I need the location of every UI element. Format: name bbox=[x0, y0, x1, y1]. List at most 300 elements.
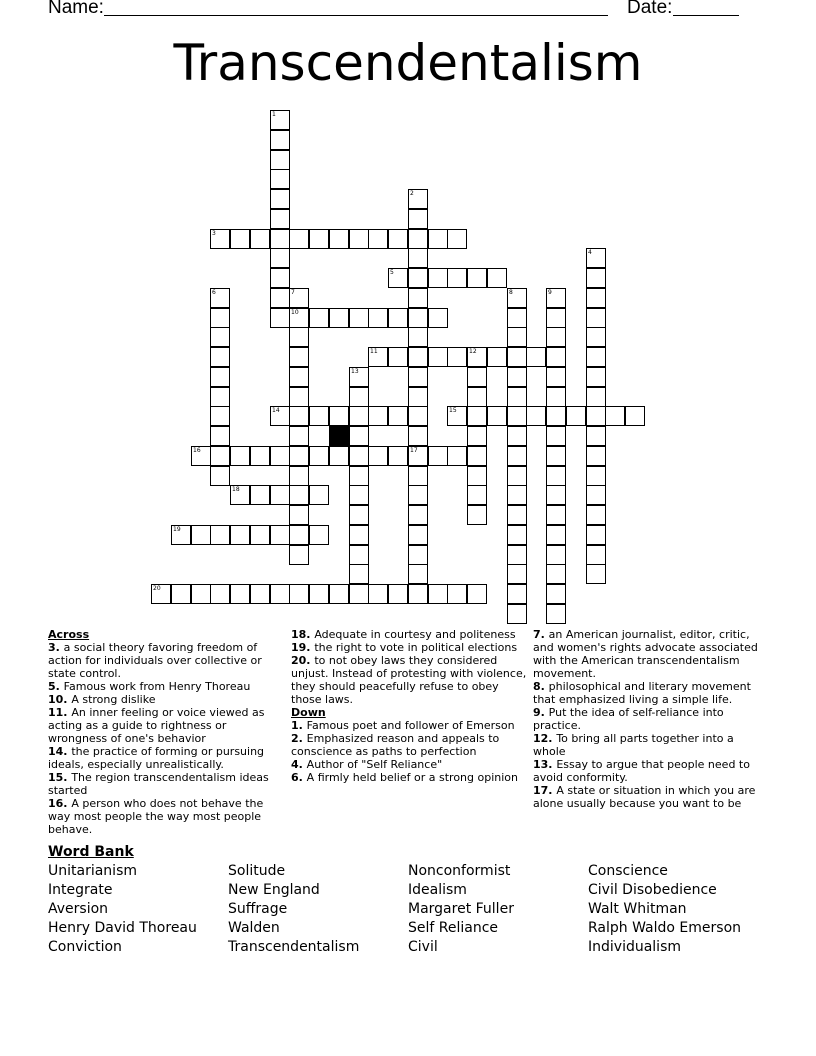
grid-cell[interactable] bbox=[467, 406, 487, 426]
grid-cell[interactable] bbox=[210, 229, 230, 249]
grid-cell[interactable] bbox=[270, 169, 290, 189]
word-bank-title: Word Bank bbox=[48, 844, 134, 860]
grid-cell[interactable] bbox=[428, 446, 448, 466]
across-heading: Across bbox=[48, 628, 90, 641]
grid-cell[interactable] bbox=[546, 446, 566, 466]
grid-cell[interactable] bbox=[289, 347, 309, 367]
grid-cell[interactable] bbox=[408, 545, 428, 565]
grid-cell[interactable] bbox=[507, 347, 527, 367]
clue-text: A strong dislike bbox=[71, 693, 156, 706]
grid-cell[interactable] bbox=[250, 525, 270, 545]
grid-cell[interactable] bbox=[408, 564, 428, 584]
grid-cell[interactable] bbox=[507, 564, 527, 584]
grid-cell[interactable] bbox=[428, 268, 448, 288]
word-bank-item: Suffrage bbox=[228, 901, 288, 917]
clue-text: an American journalist, editor, critic, and women's rights advocate associated with the American transcendentalism movement. bbox=[533, 628, 758, 680]
grid-cell[interactable] bbox=[546, 584, 566, 604]
name-label: Name: bbox=[48, 0, 104, 18]
grid-cell[interactable] bbox=[329, 229, 349, 249]
word-bank-item: Civil Disobedience bbox=[588, 882, 717, 898]
clue-number: 11. bbox=[48, 706, 72, 719]
grid-cell[interactable] bbox=[210, 367, 230, 387]
grid-cell[interactable] bbox=[210, 466, 230, 486]
clue-number: 4. bbox=[291, 758, 307, 771]
grid-cell[interactable] bbox=[625, 406, 645, 426]
word-bank-item: Civil bbox=[408, 939, 438, 955]
clue-number: 5. bbox=[48, 680, 64, 693]
grid-cell[interactable] bbox=[447, 268, 467, 288]
grid-cell[interactable] bbox=[546, 564, 566, 584]
grid-cell[interactable] bbox=[586, 446, 606, 466]
clue-text: to not obey laws they considered unjust. Instead of protesting with violence, they should peacefully refuse to obey those laws. bbox=[291, 654, 527, 706]
grid-cell[interactable] bbox=[408, 525, 428, 545]
clue-item bbox=[48, 680, 270, 693]
grid-cell[interactable] bbox=[586, 308, 606, 328]
grid-cell[interactable] bbox=[270, 209, 290, 229]
clue-item bbox=[48, 771, 270, 797]
grid-cell[interactable] bbox=[230, 584, 250, 604]
down-heading: Down bbox=[291, 706, 326, 719]
grid-cell[interactable] bbox=[546, 327, 566, 347]
grid-cell[interactable] bbox=[388, 347, 408, 367]
grid-cell[interactable] bbox=[507, 485, 527, 505]
grid-cell[interactable] bbox=[586, 545, 606, 565]
grid-cell[interactable] bbox=[546, 308, 566, 328]
grid-cell[interactable] bbox=[507, 525, 527, 545]
grid-cell[interactable] bbox=[388, 446, 408, 466]
clue-item bbox=[533, 758, 761, 784]
grid-cell[interactable] bbox=[210, 446, 230, 466]
clue-number: 9. bbox=[533, 706, 549, 719]
grid-cell[interactable] bbox=[349, 466, 369, 486]
word-bank-item: Integrate bbox=[48, 882, 113, 898]
clue-item bbox=[291, 628, 527, 641]
grid-cell[interactable] bbox=[309, 308, 329, 328]
grid-cell[interactable] bbox=[487, 268, 507, 288]
grid-cell[interactable] bbox=[487, 347, 507, 367]
grid-cell[interactable] bbox=[408, 466, 428, 486]
grid-cell[interactable] bbox=[309, 525, 329, 545]
grid-cell[interactable] bbox=[309, 446, 329, 466]
word-bank-item: Nonconformist bbox=[408, 863, 511, 879]
grid-cell[interactable] bbox=[191, 446, 211, 466]
word-bank-item: Henry David Thoreau bbox=[48, 920, 197, 936]
grid-cell[interactable] bbox=[368, 347, 388, 367]
grid-cell[interactable] bbox=[270, 288, 290, 308]
grid-cell[interactable] bbox=[171, 525, 191, 545]
grid-cell[interactable] bbox=[270, 248, 290, 268]
grid-cell[interactable] bbox=[546, 406, 566, 426]
grid-cell[interactable] bbox=[289, 466, 309, 486]
grid-cell[interactable] bbox=[388, 406, 408, 426]
word-bank-item: Conviction bbox=[48, 939, 122, 955]
grid-cell[interactable] bbox=[546, 426, 566, 446]
grid-cell[interactable] bbox=[467, 446, 487, 466]
grid-cell[interactable] bbox=[309, 406, 329, 426]
grid-cell[interactable] bbox=[388, 584, 408, 604]
grid-cell[interactable] bbox=[270, 268, 290, 288]
grid-cell[interactable] bbox=[270, 308, 290, 328]
clue-number: 19. bbox=[291, 641, 315, 654]
word-bank-item: Solitude bbox=[228, 863, 286, 879]
clue-text: Put the idea of self-reliance into practice. bbox=[533, 706, 724, 732]
grid-cell[interactable] bbox=[349, 564, 369, 584]
clue-number: 8. bbox=[533, 680, 549, 693]
grid-cell[interactable] bbox=[191, 584, 211, 604]
grid-cell[interactable] bbox=[368, 229, 388, 249]
grid-cell[interactable] bbox=[467, 387, 487, 407]
grid-cell[interactable] bbox=[289, 426, 309, 446]
clue-item bbox=[533, 680, 761, 706]
grid-cell[interactable] bbox=[349, 308, 369, 328]
grid-cell[interactable] bbox=[289, 229, 309, 249]
grid-cell[interactable] bbox=[270, 584, 290, 604]
clue-number: 3. bbox=[48, 641, 64, 654]
grid-cell[interactable] bbox=[408, 505, 428, 525]
clue-item bbox=[533, 628, 761, 680]
grid-cell[interactable] bbox=[349, 525, 369, 545]
clue-item bbox=[291, 771, 527, 784]
grid-cell[interactable] bbox=[230, 485, 250, 505]
clues-column-2 bbox=[291, 628, 527, 784]
grid-cell[interactable] bbox=[408, 446, 428, 466]
clue-number: 7. bbox=[533, 628, 549, 641]
grid-cell[interactable] bbox=[586, 505, 606, 525]
grid-cell[interactable] bbox=[270, 446, 290, 466]
grid-cell[interactable] bbox=[349, 406, 369, 426]
grid-cell[interactable] bbox=[546, 545, 566, 565]
grid-cell[interactable] bbox=[487, 406, 507, 426]
grid-cell[interactable] bbox=[586, 288, 606, 308]
clue-number: 16. bbox=[48, 797, 72, 810]
grid-cell[interactable] bbox=[250, 584, 270, 604]
clue-number: 17. bbox=[533, 784, 557, 797]
grid-cell[interactable] bbox=[428, 584, 448, 604]
grid-cell[interactable] bbox=[408, 485, 428, 505]
grid-cell[interactable] bbox=[270, 150, 290, 170]
clue-item bbox=[48, 693, 270, 706]
grid-cell[interactable] bbox=[210, 525, 230, 545]
grid-cell[interactable] bbox=[586, 347, 606, 367]
grid-cell[interactable] bbox=[546, 288, 566, 308]
clue-item bbox=[291, 641, 527, 654]
grid-cell[interactable] bbox=[329, 446, 349, 466]
grid-cell[interactable] bbox=[309, 584, 329, 604]
grid-cell[interactable] bbox=[467, 584, 487, 604]
grid-cell[interactable] bbox=[408, 288, 428, 308]
clue-text: A state or situation in which you are alone usually because you want to be bbox=[533, 784, 756, 810]
clue-text: To bring all parts together into a whole bbox=[533, 732, 734, 758]
word-bank-item: Ralph Waldo Emerson bbox=[588, 920, 742, 936]
date-label: Date: bbox=[627, 0, 673, 18]
clue-number: 6 bbox=[212, 289, 216, 296]
grid-cell[interactable] bbox=[368, 446, 388, 466]
grid-cell[interactable] bbox=[586, 466, 606, 486]
grid-cell[interactable] bbox=[368, 308, 388, 328]
grid-cell[interactable] bbox=[546, 525, 566, 545]
grid-cell[interactable] bbox=[230, 446, 250, 466]
grid-cell[interactable] bbox=[507, 387, 527, 407]
grid-cell[interactable] bbox=[270, 406, 290, 426]
word-bank-item: Transcendentalism bbox=[228, 939, 360, 955]
word-bank-item: Aversion bbox=[48, 901, 109, 917]
clue-number: 18 bbox=[232, 486, 240, 493]
grid-cell[interactable] bbox=[546, 485, 566, 505]
clue-text: a social theory favoring freedom of action for individuals over collective or state control. bbox=[48, 641, 262, 680]
grid-cell[interactable] bbox=[586, 367, 606, 387]
grid-cell[interactable] bbox=[507, 308, 527, 328]
clue-number: 14 bbox=[272, 407, 280, 414]
clue-number: 3 bbox=[212, 230, 216, 237]
clue-text: Famous poet and follower of Emerson bbox=[306, 719, 515, 732]
grid-cell[interactable] bbox=[546, 604, 566, 624]
grid-cell[interactable] bbox=[428, 308, 448, 328]
clue-number: 6. bbox=[291, 771, 307, 784]
grid-cell[interactable] bbox=[467, 367, 487, 387]
grid-cell[interactable] bbox=[289, 545, 309, 565]
grid-cell[interactable] bbox=[586, 327, 606, 347]
grid-cell[interactable] bbox=[349, 229, 369, 249]
clue-number: 17 bbox=[410, 447, 418, 454]
grid-cell[interactable] bbox=[586, 426, 606, 446]
grid-cell[interactable] bbox=[289, 288, 309, 308]
grid-cell[interactable] bbox=[151, 584, 171, 604]
clue-item bbox=[291, 654, 527, 706]
clue-item bbox=[48, 797, 270, 836]
grid-cell[interactable] bbox=[250, 229, 270, 249]
grid-cell[interactable] bbox=[408, 406, 428, 426]
grid-cell[interactable] bbox=[605, 406, 625, 426]
clue-number: 18. bbox=[291, 628, 315, 641]
grid-cell[interactable] bbox=[507, 446, 527, 466]
grid-cell[interactable] bbox=[210, 347, 230, 367]
grid-cell[interactable] bbox=[349, 387, 369, 407]
grid-cell[interactable] bbox=[368, 584, 388, 604]
grid-cell[interactable] bbox=[349, 584, 369, 604]
grid-cell[interactable] bbox=[270, 130, 290, 150]
clue-text: Author of "Self Reliance" bbox=[306, 758, 443, 771]
clue-number: 20 bbox=[153, 585, 161, 592]
grid-cell[interactable] bbox=[526, 347, 546, 367]
grid-cell[interactable] bbox=[210, 308, 230, 328]
grid-cell[interactable] bbox=[368, 406, 388, 426]
clue-number: 9 bbox=[548, 289, 552, 296]
grid-cell[interactable] bbox=[507, 288, 527, 308]
clue-number: 20. bbox=[291, 654, 315, 667]
clue-number: 13 bbox=[351, 368, 359, 375]
grid-cell[interactable] bbox=[507, 604, 527, 624]
grid-cell[interactable] bbox=[546, 387, 566, 407]
grid-cell[interactable] bbox=[388, 268, 408, 288]
grid-cell[interactable] bbox=[586, 248, 606, 268]
grid-cell[interactable] bbox=[526, 406, 546, 426]
clue-number: 15 bbox=[449, 407, 457, 414]
clue-number: 13. bbox=[533, 758, 557, 771]
grid-cell[interactable] bbox=[289, 525, 309, 545]
grid-cell[interactable] bbox=[408, 308, 428, 328]
word-bank-item: Self Reliance bbox=[408, 920, 499, 936]
grid-cell[interactable] bbox=[289, 584, 309, 604]
grid-cell[interactable] bbox=[507, 327, 527, 347]
grid-cell[interactable] bbox=[408, 367, 428, 387]
grid-cell[interactable] bbox=[289, 446, 309, 466]
grid-cell[interactable] bbox=[289, 308, 309, 328]
clue-number: 12. bbox=[533, 732, 557, 745]
grid-cell[interactable] bbox=[309, 485, 329, 505]
grid-cell[interactable] bbox=[428, 229, 448, 249]
grid-cell[interactable] bbox=[586, 406, 606, 426]
clue-number: 1 bbox=[272, 111, 276, 118]
grid-cell[interactable] bbox=[210, 406, 230, 426]
grid-cell[interactable] bbox=[546, 347, 566, 367]
grid-cell[interactable] bbox=[388, 308, 408, 328]
grid-cell[interactable] bbox=[270, 110, 290, 130]
grid-cell[interactable] bbox=[447, 446, 467, 466]
grid-cell[interactable] bbox=[467, 426, 487, 446]
clue-text: An inner feeling or voice viewed as acting as a guide to rightness or wrongness of one's behavior bbox=[48, 706, 265, 745]
clue-text: The region transcendentalism ideas started bbox=[48, 771, 269, 797]
grid-cell[interactable] bbox=[349, 367, 369, 387]
grid-cell[interactable] bbox=[210, 387, 230, 407]
grid-cell[interactable] bbox=[230, 525, 250, 545]
grid-cell[interactable] bbox=[546, 367, 566, 387]
clue-text: A firmly held belief or a strong opinion bbox=[306, 771, 518, 784]
clue-text: Adequate in courtesy and politeness bbox=[314, 628, 516, 641]
clue-number: 10 bbox=[291, 309, 299, 316]
word-bank-item: Conscience bbox=[588, 863, 668, 879]
grid-cell[interactable] bbox=[546, 466, 566, 486]
grid-cell[interactable] bbox=[447, 229, 467, 249]
grid-cell[interactable] bbox=[447, 584, 467, 604]
grid-cell[interactable] bbox=[408, 347, 428, 367]
grid-cell[interactable] bbox=[586, 564, 606, 584]
clue-number: 4 bbox=[588, 249, 592, 256]
clue-number: 12 bbox=[469, 348, 477, 355]
grid-cell[interactable] bbox=[270, 229, 290, 249]
clue-number: 16 bbox=[193, 447, 201, 454]
grid-cell[interactable] bbox=[408, 229, 428, 249]
puzzle-title: Transcendentalism bbox=[173, 34, 643, 92]
grid-cell[interactable] bbox=[349, 505, 369, 525]
grid-cell[interactable] bbox=[289, 406, 309, 426]
grid-cell[interactable] bbox=[586, 525, 606, 545]
clue-item bbox=[533, 706, 761, 732]
grid-cell[interactable] bbox=[270, 485, 290, 505]
word-bank-item: Walden bbox=[228, 920, 280, 936]
grid-cell[interactable] bbox=[586, 485, 606, 505]
grid-cell[interactable] bbox=[210, 426, 230, 446]
grid-cell[interactable] bbox=[289, 505, 309, 525]
clue-number: 2. bbox=[291, 732, 307, 745]
grid-cell[interactable] bbox=[250, 485, 270, 505]
grid-cell[interactable] bbox=[329, 308, 349, 328]
clue-number: 14. bbox=[48, 745, 72, 758]
clue-item bbox=[291, 719, 527, 732]
grid-cell[interactable] bbox=[349, 485, 369, 505]
grid-cell[interactable] bbox=[388, 229, 408, 249]
grid-cell[interactable] bbox=[349, 545, 369, 565]
clue-number: 5 bbox=[390, 269, 394, 276]
grid-cell[interactable] bbox=[171, 584, 191, 604]
grid-cell[interactable] bbox=[210, 327, 230, 347]
grid-cell[interactable] bbox=[210, 288, 230, 308]
grid-cell[interactable] bbox=[507, 426, 527, 446]
grid-cell[interactable] bbox=[408, 584, 428, 604]
grid-cell[interactable] bbox=[428, 347, 448, 367]
grid-cell[interactable] bbox=[329, 406, 349, 426]
clue-number: 1. bbox=[291, 719, 307, 732]
grid-cell[interactable] bbox=[507, 406, 527, 426]
clue-number: 7 bbox=[291, 289, 295, 296]
clue-text: Famous work from Henry Thoreau bbox=[63, 680, 251, 693]
grid-cell[interactable] bbox=[408, 426, 428, 446]
word-bank-item: Individualism bbox=[588, 939, 682, 955]
grid-cell[interactable] bbox=[467, 505, 487, 525]
grid-cell[interactable] bbox=[586, 268, 606, 288]
grid-cell[interactable] bbox=[408, 189, 428, 209]
grid-cell[interactable] bbox=[270, 525, 290, 545]
grid-cell[interactable] bbox=[467, 347, 487, 367]
grid-cell[interactable] bbox=[349, 446, 369, 466]
grid-cell[interactable] bbox=[447, 347, 467, 367]
clue-text: A person who does not behave the way most people the way most people behave. bbox=[48, 797, 264, 836]
grid-cell[interactable] bbox=[289, 387, 309, 407]
grid-cell[interactable] bbox=[309, 229, 329, 249]
grid-cell[interactable] bbox=[289, 485, 309, 505]
grid-cell[interactable] bbox=[349, 426, 369, 446]
grid-cell[interactable] bbox=[210, 584, 230, 604]
grid-cell[interactable] bbox=[447, 406, 467, 426]
grid-cell[interactable] bbox=[408, 268, 428, 288]
grid-cell[interactable] bbox=[230, 229, 250, 249]
grid-cell[interactable] bbox=[408, 209, 428, 229]
grid-cell[interactable] bbox=[467, 466, 487, 486]
clue-text: the right to vote in political elections bbox=[314, 641, 518, 654]
grid-cell[interactable] bbox=[191, 525, 211, 545]
clue-item bbox=[48, 641, 270, 680]
clue-item bbox=[48, 745, 270, 771]
word-bank-item: New England bbox=[228, 882, 320, 898]
grid-cell[interactable] bbox=[467, 268, 487, 288]
grid-cell[interactable] bbox=[408, 327, 428, 347]
grid-cell[interactable] bbox=[408, 387, 428, 407]
grid-cell[interactable] bbox=[289, 327, 309, 347]
grid-cell[interactable] bbox=[270, 189, 290, 209]
grid-cell[interactable] bbox=[586, 387, 606, 407]
grid-cell[interactable] bbox=[507, 466, 527, 486]
grid-cell[interactable] bbox=[566, 406, 586, 426]
clue-text: Emphasized reason and appeals to conscience as paths to perfection bbox=[291, 732, 500, 758]
clue-item bbox=[533, 732, 761, 758]
word-bank-item: Walt Whitman bbox=[588, 901, 687, 917]
clue-item bbox=[533, 784, 761, 810]
clue-number: 11 bbox=[370, 348, 378, 355]
clue-number: 8 bbox=[509, 289, 513, 296]
grid-cell[interactable] bbox=[250, 446, 270, 466]
clue-text: philosophical and literary movement that emphasized living a simple life. bbox=[533, 680, 751, 706]
grid-cell[interactable] bbox=[329, 584, 349, 604]
grid-cell[interactable] bbox=[507, 367, 527, 387]
grid-cell[interactable] bbox=[546, 505, 566, 525]
grid-cell[interactable] bbox=[467, 485, 487, 505]
grid-cell[interactable] bbox=[507, 545, 527, 565]
clue-item bbox=[291, 732, 527, 758]
grid-cell[interactable] bbox=[408, 248, 428, 268]
grid-cell[interactable] bbox=[507, 584, 527, 604]
grid-cell[interactable] bbox=[507, 505, 527, 525]
clue-text: the practice of forming or pursuing ideals, especially unrealistically. bbox=[48, 745, 265, 771]
grid-cell[interactable] bbox=[289, 367, 309, 387]
